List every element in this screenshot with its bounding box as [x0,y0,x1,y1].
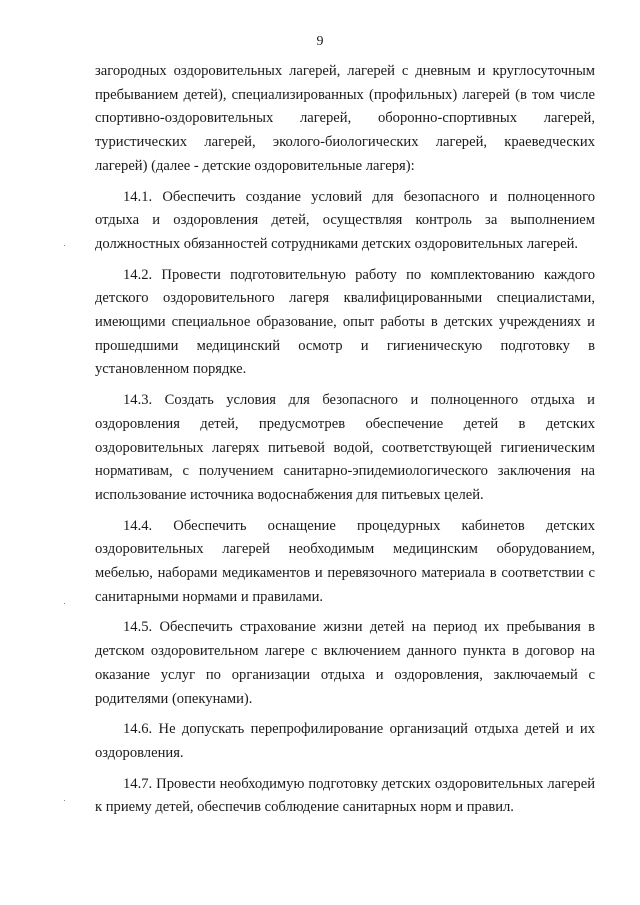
paragraph-14-2: 14.2. Провести подготовительную работу по комплектованию каждого детского оздоровительного лагеря квалифицированными специалистами, имеющими специальное образование, опыт работы в детских учреждениях и прошедшими медицинский осмотр и гигиеническую подготовку в установленном порядке. [95,266,595,378]
scan-dot [64,603,65,604]
page-number: 9 [316,34,324,49]
paragraph-14-6: 14.6. Не допускать перепрофилирование организаций отдыха детей и их оздоровления. [95,721,595,761]
scan-dot [64,245,65,246]
paragraph-14-3: 14.3. Создать условия для безопасного и полноценного отдыха и оздоровления детей, предусмотрев обеспечение детей в детских оздоровительных лагерях питьевой водой, соответствующей гигиеническим нормативам, с получением санитарно-эпидемиологического заключения на использование источника водоснабжения для питьевых целей. [95,392,595,503]
scan-dot [64,800,65,801]
paragraph-14-7: 14.7. Провести необходимую подготовку детских оздоровительных лагерей к приему детей, обеспечив соблюдение санитарных норм и правил. [95,775,595,816]
document-body [95,60,595,827]
paragraph-14-5: 14.5. Обеспечить страхование жизни детей на период их пребывания в детском оздоровительном лагере с включением данного пункта в договор на оказание услуг по организации отдыха и оздоровления, заключаемый с родителями (опекунами). [95,619,595,707]
paragraph-intro-continuation: загородных оздоровительных лагерей, лагерей с дневным и круглосуточным пребыванием детей), специализированных (профильных) лагерей (в том числе спортивно-оздоровительных лагерей, оборонно-спортивных лагерей, туристических лагерей, эколого-биологических лагерей, краеведческих лагерей) (далее - детские оздоровительные лагеря): [95,63,595,174]
paragraph-14-4: 14.4. Обеспечить оснащение процедурных кабинетов детских оздоровительных лагерей необходимым медицинским оборудованием, мебелью, наборами медикаментов и перевязочного материала в соответствии с санитарными нормами и правилами. [95,517,595,605]
paragraph-14-1: 14.1. Обеспечить создание условий для безопасного и полноценного отдыха и оздоровления детей, осуществляя контроль за выполнением должностных обязанностей сотрудниками детских оздоровительных лагерей. [95,188,595,252]
